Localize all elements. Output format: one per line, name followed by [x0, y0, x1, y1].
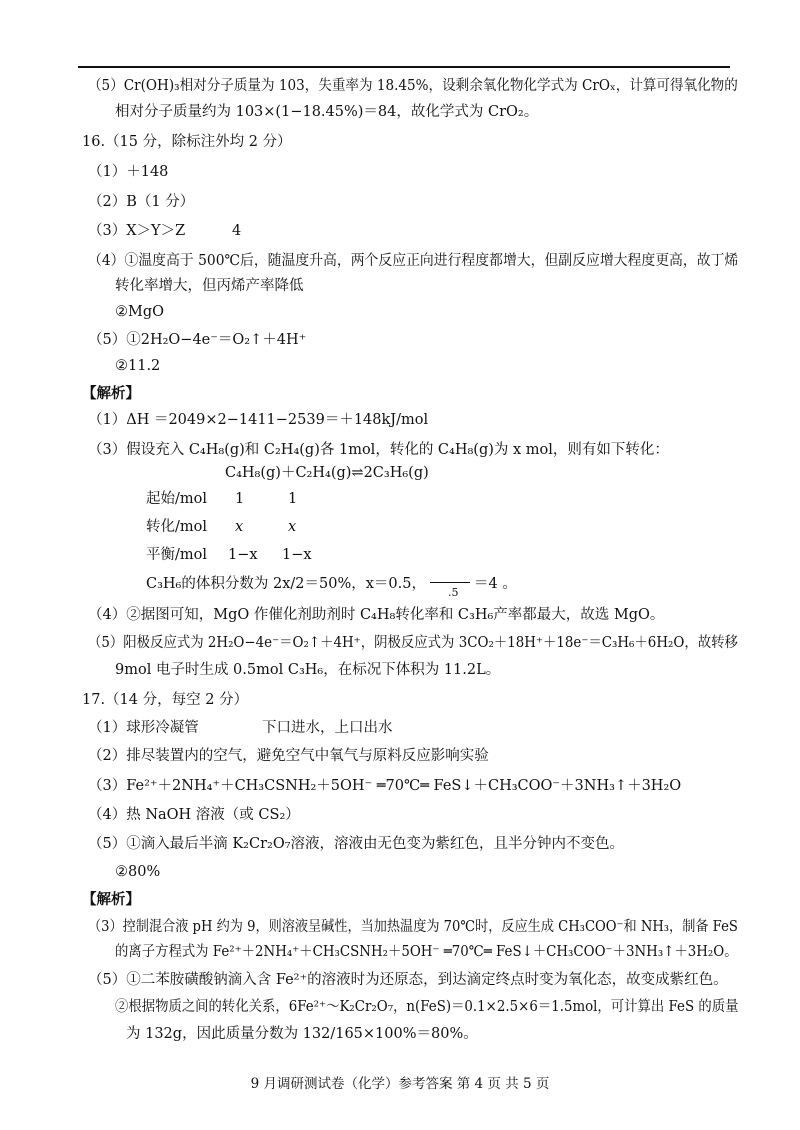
q17-explanation-5-line2: ②根据物质之间的转化关系，6Fe²⁺～K₂Cr₂O₇，n(FeS)＝0.1×2.5×6＝1.5mol，可计算出 FeS 的质量	[115, 999, 739, 1015]
table-row3-a: 1−x	[228, 547, 258, 563]
page-footer: 9 月调研测试卷（化学）参考答案 第 4 页 共 5 页	[250, 1076, 550, 1092]
q16-explanation-5-line1: （5）阳极反应式为 2H₂O−4e⁻＝O₂↑＋4H⁺，阴极反应式为 3CO₂＋18H⁺＋18e⁻＝C₃H₆＋6H₂O，故转移	[88, 635, 738, 651]
q16-explanation-3-intro: （3）假设充入 C₄H₈(g)和 C₂H₄(g)各 1mol，转化的 C₄H₈(g)为 x mol，则有如下转化：	[88, 442, 669, 458]
q17-explanation-3-line1: （3）控制混合液 pH 约为 9，则溶液呈碱性，当加热温度为 70℃时，反应生成 CH₃COO⁻和 NH₃，制备 FeS	[88, 919, 738, 935]
q15-item5-line1: （5）Cr(OH)₃相对分子质量为 103，失重率为 18.45%，设剩余氧化物化学式为 CrOₓ，计算可得氧化物的	[88, 78, 738, 94]
q15-item5-line2: 相对分子质量约为 103×(1−18.45%)＝84，故化学式为 CrO₂。	[115, 104, 539, 120]
table-row1-a: 1	[235, 491, 245, 507]
fraction-bar	[430, 582, 470, 583]
reaction-equation: C₄H₈(g)＋C₂H₄(g)⇌2C₃H₆(g)	[225, 465, 429, 481]
table-row1-b: 1	[288, 491, 298, 507]
q17-explanation-3-line2: 的离子方程式为 Fe²⁺＋2NH₄⁺＋CH₃CSNH₂＋5OH⁻ ═70℃═ FeS↓＋CH₃COO⁻＋3NH₃↑＋3H₂O。	[115, 944, 738, 960]
q16-analysis-label: 【解析】	[82, 385, 140, 402]
fraction-denominator: .5	[448, 586, 459, 599]
q16-explanation-3-result: C₃H₆的体积分数为 2x/2＝50%，x＝0.5，	[146, 576, 426, 592]
q16-header: 16.（15 分，除标注外均 2 分）	[82, 134, 292, 150]
q16-answer-4-line2: 转化率增大，但丙烯产率降低	[115, 278, 304, 294]
q17-analysis-label: 【解析】	[82, 891, 140, 908]
table-row3-label: 平衡/mol	[146, 547, 208, 563]
q16-answer-3-value: 4	[232, 223, 242, 239]
table-row2-b: x	[288, 519, 297, 535]
q16-answer-5-sub2: ②11.2	[115, 358, 161, 374]
table-row2-a: x	[235, 519, 244, 535]
q16-answer-4-line1: （4）①温度高于 500℃后，随温度升高，两个反应正向进行程度都增大，但副反应增大程度更高，故丁烯	[88, 253, 739, 269]
q17-answer-2: （2）排尽装置内的空气，避免空气中氧气与原料反应影响实验	[88, 748, 489, 764]
q17-explanation-5-line1: （5）①二苯胺磺酸钠滴入含 Fe²⁺的溶液时为还原态，到达滴定终点时变为氧化态，故变成紫红色。	[88, 972, 728, 988]
q16-explanation-4: （4）②据图可知，MgO 作催化剂助剂时 C₄H₈转化率和 C₃H₆产率都最大，故选 MgO。	[88, 607, 665, 623]
q17-answer-5-sub2: ②80%	[115, 864, 161, 880]
table-row3-b: 1−x	[282, 547, 312, 563]
q17-answer-3: （3）Fe²⁺＋2NH₄⁺＋CH₃CSNH₂＋5OH⁻ ═70℃═ FeS↓＋CH₃COO⁻＋3NH₃↑＋3H₂O	[88, 778, 682, 794]
q16-explanation-5-line2: 9mol 电子时生成 0.5mol C₃H₆，在标况下体积为 11.2L。	[115, 662, 501, 678]
q17-answer-1a: （1）球形冷凝管	[88, 720, 199, 736]
q16-answer-4-sub2: ②MgO	[115, 304, 165, 320]
q17-answer-5-sub1: （5）①滴入最后半滴 K₂Cr₂O₇溶液，溶液由无色变为紫红色，且半分钟内不变色。	[88, 836, 625, 852]
table-row2-label: 转化/mol	[146, 519, 208, 535]
q17-answer-4: （4）热 NaOH 溶液（或 CS₂）	[88, 807, 300, 823]
q16-answer-5-sub1: （5）①2H₂O−4e⁻＝O₂↑＋4H⁺	[88, 332, 307, 348]
q17-answer-1b: 下口进水，上口出水	[262, 720, 393, 736]
q16-explanation-1: （1）ΔH ＝2049×2−1411−2539＝＋148kJ/mol	[88, 412, 429, 428]
q16-answer-1: （1）＋148	[88, 164, 169, 180]
fraction-result: ＝4 。	[474, 576, 517, 592]
table-row1-label: 起始/mol	[146, 491, 208, 507]
q17-header: 17.（14 分，每空 2 分）	[82, 692, 249, 708]
q16-answer-2: （2）B（1 分）	[88, 194, 195, 210]
q16-answer-3-order: （3）X＞Y＞Z	[88, 223, 186, 239]
q17-explanation-5-line3: 为 132g，因此质量分数为 132/165×100%＝80%。	[126, 1026, 478, 1042]
top-rule	[78, 66, 730, 68]
